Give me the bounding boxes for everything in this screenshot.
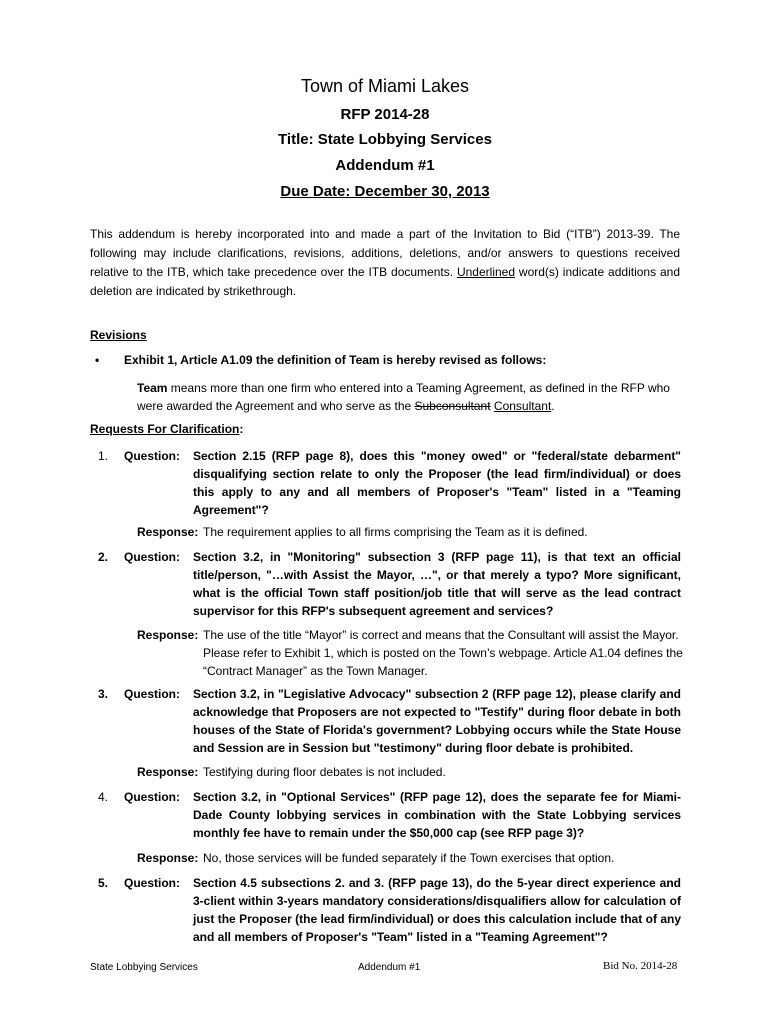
due-date: Due Date: December 30, 2013	[280, 183, 490, 200]
question-text: Section 3.2, in "Optional Services" (RFP page 12), does the separate fee for Miami-Dade County lobbying services in combination with the State Lobbying services monthly fee have to remain under the $50,000 cap (see RFP page 3)?	[193, 790, 681, 840]
question-number: 3.	[98, 687, 109, 701]
response-text: Testifying during floor debates is not included.	[203, 765, 446, 779]
question-number: 5.	[98, 876, 109, 890]
question-number: 1.	[98, 449, 109, 463]
footer-left: State Lobbying Services	[90, 962, 198, 973]
intro-text: This addendum is hereby incorporated into and made a part of the Invitation to Bid (“ITB”) 2013-39. The following may include clarifications, revisions, additions, deletions, and/or answers to questions received relative to the ITB, which take precedence over the ITB documents.	[90, 227, 680, 279]
intro-paragraph	[90, 225, 680, 301]
clarifications-heading	[90, 422, 243, 436]
question-label: Question:	[124, 687, 180, 701]
team-text: means more than one firm who entered into a Teaming Agreement, as defined in the RFP who were awarded the Agreement and who serve as the	[137, 381, 670, 413]
question-text: Section 3.2, in "Legislative Advocacy" subsection 2 (RFP page 12), please clarify and acknowledge that Proposers are not expected to "Testify" during floor debate in both houses of the State of Florida's government? Lobbying occurs while the State House and Session are in Session but "testimony" during floor debate is prohibited.	[193, 687, 681, 755]
response-text: The use of the title “Mayor” is correct and means that the Consultant will assist the Mayor. Please refer to Exhibit 1, which is posted on the Town’s webpage. Article A1.04 defines the “Contract Manager” as the Town Manager.	[203, 628, 683, 678]
question-number: 2.	[98, 550, 109, 564]
struck-word: Subconsultant	[414, 399, 491, 413]
bullet-icon: •	[95, 353, 100, 367]
underlined-word: Underlined	[456, 265, 516, 279]
town-title: Town of Miami Lakes	[300, 76, 470, 96]
question-label: Question:	[124, 790, 180, 804]
clarifications-heading-text: Requests For Clarification	[90, 422, 240, 436]
addendum-number: Addendum #1	[335, 157, 435, 174]
response-label: Response:	[137, 628, 199, 642]
added-word: Consultant	[493, 399, 552, 413]
team-end: .	[551, 399, 555, 413]
response-text: The requirement applies to all firms comprising the Team as it is defined.	[203, 525, 588, 539]
team-term: Team	[137, 381, 168, 395]
revisions-heading: Revisions	[90, 328, 147, 342]
bullet-text: Exhibit 1, Article A1.09 the definition of Team is hereby revised as follows:	[124, 353, 547, 367]
question-number: 4.	[98, 790, 109, 804]
question-text: Section 4.5 subsections 2. and 3. (RFP page 13), do the 5-year direct experience and 3-client within 3-years mandatory considerations/disqualifiers allow for calculation of just the Proposer (the lead firm/individual) or does this calculation include that of any and all members of Proposer's "Team" listed in a "Teaming Agreement"?	[193, 876, 681, 944]
question-text: Section 3.2, in "Monitoring" subsection 3 (RFP page 11), is that text an official title/person, "…with Assist the Mayor, …", or that merely a typo? More significant, what is the official Town staff position/job title that will serve as the lead contract supervisor for this RFP's subsequent agreement and services?	[193, 550, 681, 618]
response-label: Response:	[137, 765, 199, 779]
footer-right: Bid No. 2014-28	[603, 960, 678, 972]
document-title: Title: State Lobbying Services	[278, 131, 492, 148]
response-text: No, those services will be funded separately if the Town exercises that option.	[203, 851, 615, 865]
response-label: Response:	[137, 525, 199, 539]
intro-text-end: word(s) indicate additions and deletion are indicated by strikethrough.	[90, 265, 680, 298]
footer-center: Addendum #1	[358, 962, 421, 973]
question-label: Question:	[124, 876, 180, 890]
response-label: Response:	[137, 851, 199, 865]
question-text: Section 2.15 (RFP page 8), does this "money owed" or "federal/state debarment" disqualifying section relate to only the Proposer (the lead firm/individual) or does this apply to any and all members of Proposer's "Team" listed in a "Teaming Agreement"?	[193, 449, 681, 517]
rfp-number: RFP 2014-28	[340, 106, 430, 123]
question-label: Question:	[124, 449, 180, 463]
team-definition	[137, 379, 697, 415]
clarifications-colon: :	[239, 422, 244, 436]
question-label: Question:	[124, 550, 180, 564]
